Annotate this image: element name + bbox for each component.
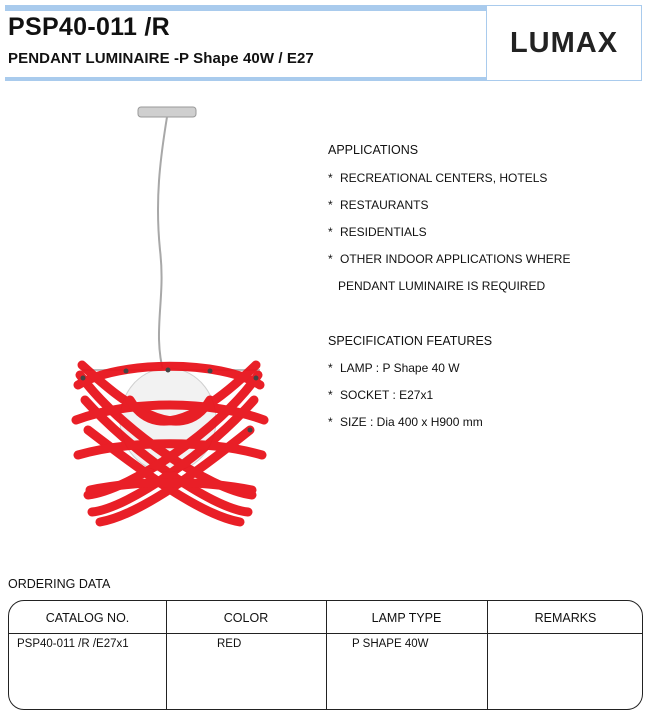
applications-item: * RECREATIONAL CENTERS, HOTELS	[328, 171, 548, 185]
cell-color: RED	[217, 638, 242, 650]
applications-title: APPLICATIONS	[328, 143, 419, 157]
specification-title: SPECIFICATION FEATURES	[328, 334, 493, 348]
column-header-remarks: REMARKS	[534, 611, 597, 625]
spec-item-lamp: * LAMP : P Shape 40 W	[328, 361, 460, 375]
applications-item: * RESIDENTIALS	[328, 225, 427, 239]
applications-item-continuation: PENDANT LUMINAIRE IS REQUIRED	[338, 279, 546, 293]
suspension-cable	[158, 117, 167, 375]
ordering-data-title: ORDERING DATA	[8, 577, 111, 591]
header-row-divider	[9, 633, 642, 634]
header-bottom-rule	[5, 77, 486, 81]
column-header-catalog: CATALOG NO.	[45, 611, 130, 625]
applications-item: * RESTAURANTS	[328, 198, 429, 212]
header-top-rule	[5, 5, 486, 11]
spec-item-socket: * SOCKET : E27x1	[328, 388, 434, 402]
product-code: PSP40-011 /R	[8, 13, 171, 41]
brand-logo: LUMAX	[509, 26, 619, 59]
column-header-color: COLOR	[223, 611, 269, 625]
brand-logo-box	[486, 5, 642, 81]
product-subtitle: PENDANT LUMINAIRE -P Shape 40W / E27	[8, 50, 314, 67]
applications-item: * OTHER INDOOR APPLICATIONS WHERE	[328, 252, 571, 266]
cell-lamp-type: P SHAPE 40W	[352, 638, 429, 650]
pendant-lamp-image	[60, 100, 290, 530]
ceiling-canopy	[138, 107, 196, 117]
spec-item-size: * SIZE : Dia 400 x H900 mm	[328, 415, 483, 429]
column-header-lamp-type: LAMP TYPE	[371, 611, 442, 625]
ordering-table	[8, 600, 643, 710]
cell-catalog-no: PSP40-011 /R /E27x1	[17, 638, 129, 650]
